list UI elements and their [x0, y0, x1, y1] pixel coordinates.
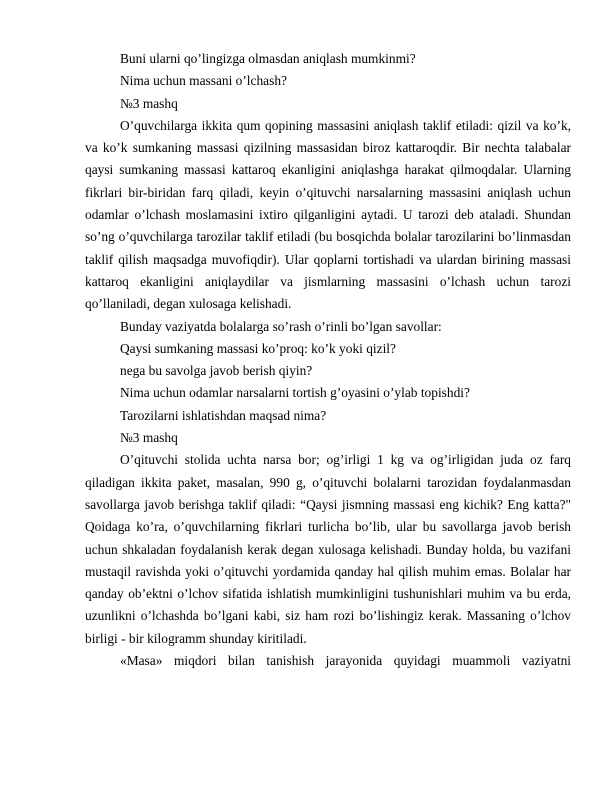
paragraph-exercise-heading: №3 mashq: [120, 95, 178, 111]
paragraph-why-measure-mass: Nima uchun massani o’lchash?: [120, 73, 287, 89]
paragraph-exercise-heading-2: №3 mashq: [120, 430, 178, 446]
paragraph-mass-quantity-intro: «Masa» miqdori bilan tanishish jarayonida quyidagi muammoli vaziyatni: [120, 653, 571, 669]
paragraph-sand-bags-exercise: O’quvchilarga ikkita qum qopining massasini aniqlash taklif etiladi: qizil va ko’k, va ko’k sumkaning massasi qizilning massasidan biroz kattaroqdir. Bir nechta talabalar qaysi sumkaning massasi kattaroq ekanligini aniqlashga harakat qilmoqdalar. Ularning fikrlari bir-biridan farq qiladi, keyin o’qituvchi narsalarning massasini aniqlash uchun odamlar o’lchash moslamasini ixtiro qilganligini aytadi. U tarozi deb ataladi. Shundan so’ng o’quvchilarga tarozilar taklif etiladi (bu bosqichda bolalar tarozilarini bo’linmasdan taklif qilish maqsadga muvofiqdir). Ular qoplarni tortishadi va ulardan birining massasi kattaroq ekanligini aniqlaydilar va jismlarning massasini o’lchash uchun tarozi qo’llaniladi, degan xulosaga kelishadi.: [85, 117, 571, 312]
paragraph-question-why-hard: nega bu savolga javob berish qiyin?: [120, 363, 313, 379]
paragraph-kilogram-exercise: O’qituvchi stolida uchta narsa bor; og’irligi 1 kg va og’irligidan juda oz farq qiladigan ikkita paket, masalan, 990 g, o’qituvchi bolalarni tarozidan foydalanmasdan savollarga javob berishga taklif qiladi: “Qaysi jismning massasi eng kichik? Eng katta?" Qoidaga ko’ra, o’quvchilarning fikrlari turlicha bo’lib, ular bu savollarga javob berish uchun shkaladan foydalanish kerak degan xulosaga kelishadi. Bunday holda, bu vazifani mustaqil ravishda yoki o’qituvchi yordamida qanday hal qilish muhim emas. Bolalar har qanday ob’ektni o’lchov sifatida ishlatish mumkinligini tushunishlari muhim va bu erda, uzunlikni o’lchashda bo’lgani kabi, siz ham rozi bo’lishingiz kerak. Massaning o’lchov birligi - bir kilogramm shunday kiritiladi.: [85, 452, 571, 646]
paragraph-question-why-weigh: Nima uchun odamlar narsalarni tortish g’oyasini o’ylab topishdi?: [120, 385, 470, 401]
paragraph-question-which-bag: Qaysi sumkaning massasi ko’proq: ko’k yoki qizil?: [120, 340, 396, 356]
document-page: [85, 48, 571, 672]
paragraph-question-scales-purpose: Tarozilarni ishlatishdan maqsad nima?: [120, 407, 327, 423]
paragraph-questions-intro: Bunday vaziyatda bolalarga so’rash o’rinli bo’lgan savollar:: [120, 318, 442, 334]
paragraph-question-without-touching: Buni ularni qo’lingizga olmasdan aniqlash mumkinmi?: [120, 51, 416, 66]
